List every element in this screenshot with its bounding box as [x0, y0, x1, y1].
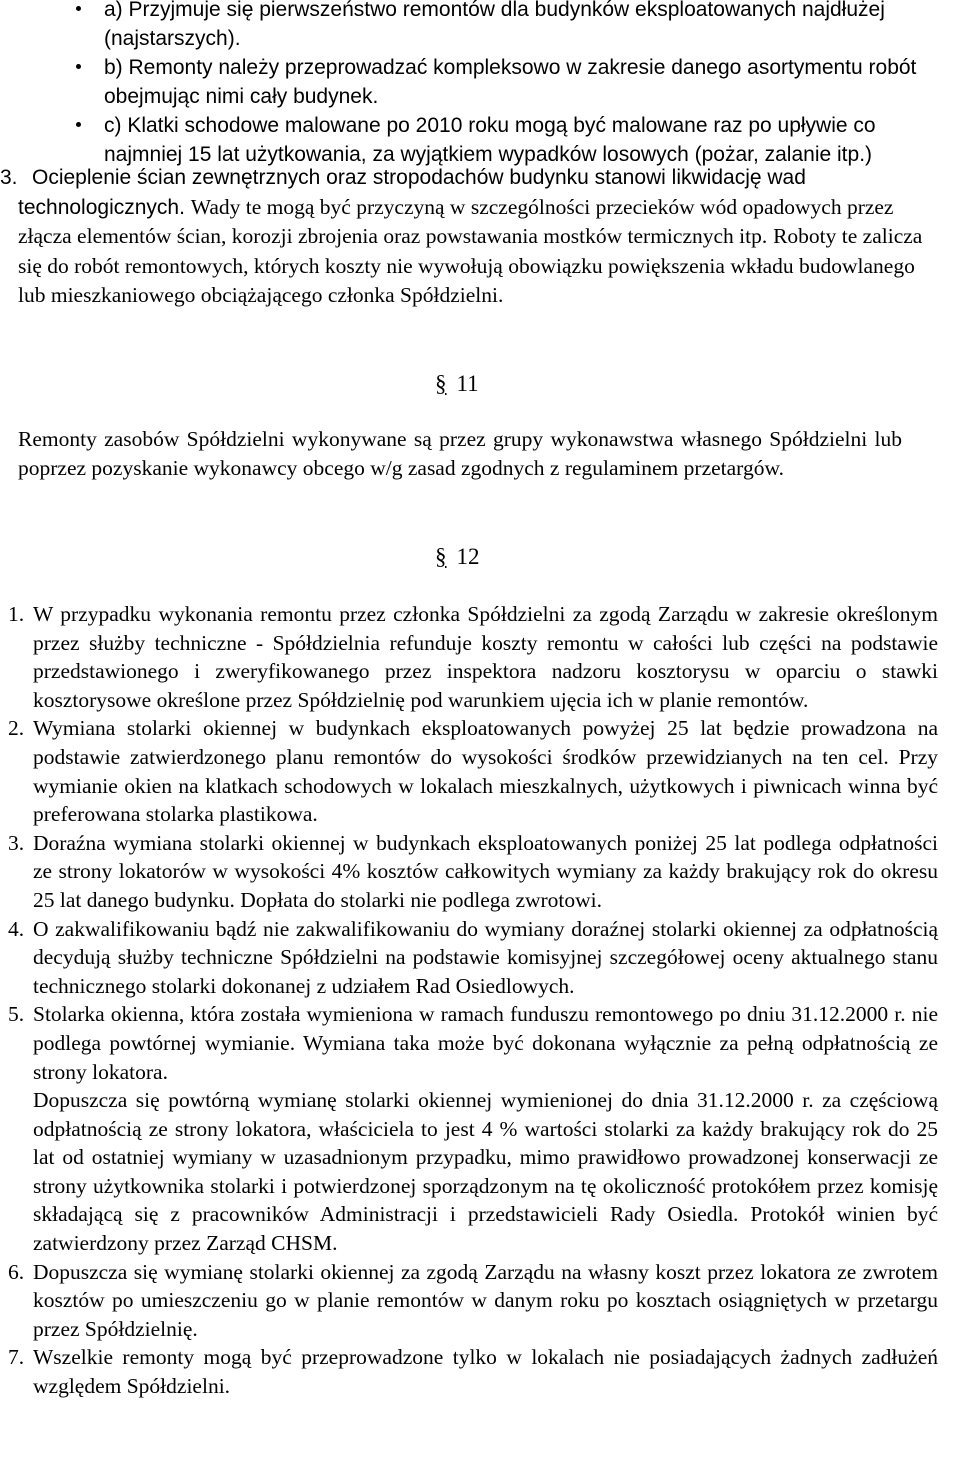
- section-symbol: §: [435, 544, 447, 569]
- section-11-paragraph: Remonty zasobów Spółdzielni wykonywane są przez grupy wykonawstwa własnego Spółdzielni lub poprzez pozyskanie wykonawcy obcego w/g zasad zgodnych z regulaminem przetargów.: [18, 427, 902, 480]
- list-item-number: 1.: [8, 602, 25, 626]
- section-heading-11: [435, 370, 479, 398]
- list-item-number: 6.: [8, 1259, 25, 1284]
- bullet-text: b) Remonty należy przeprowadzać kompleksowo w zakresie danego asortymentu robót obejmując nimi cały budynek.: [104, 56, 917, 108]
- list-item-number: 5.: [8, 1002, 25, 1027]
- section-number: 12: [456, 544, 480, 569]
- list-item-1: [0, 600, 960, 714]
- list-item-text: W przypadku wykonania remontu przez członka Spółdzielni za zgodą Zarządu w zakresie określonym przez służby techniczne - Spółdzielnia refunduje koszty remontu w całości lub części na podstawie przedstawionego i zweryfikowanego przez inspektora nadzoru kosztorysu w oparciu o stawki kosztorysowe określone przez Spółdzielnię pod warunkiem ujęcia ich w planie remontów.: [33, 602, 938, 712]
- list-item-text: Doraźna wymiana stolarki okiennej w budynkach eksploatowanych poniżej 25 lat podlega odpłatności ze strony lokatorów w wysokości 4% kosztów całkowitych wymiany za każdy brakujący rok do okresu 25 lat danego budynku. Dopłata do stolarki nie podlega zwrotowi.: [33, 830, 938, 912]
- list-item-text: O zakwalifikowaniu bądź nie zakwalifikowaniu do wymiany doraźnej stolarki okiennej za odpłatnością decydują służby techniczne Spółdzielni na podstawie komisyjnej szczegółowej oceny aktualnego stanu technicznego stolarki dokonanej z udziałem Rad Osiedlowych.: [33, 916, 938, 998]
- item-3-paragraph: [0, 164, 940, 311]
- section-heading-12: [435, 543, 480, 571]
- item-3-rest2: Roboty te zalicza się do robót remontowych, których koszty nie wywołują obowiązku powiększenia wkładu budowlanego lub mieszkaniowego obciążającego członka Spółdzielni.: [18, 224, 923, 307]
- list-item-text-continued: Dopuszcza się powtórną wymianę stolarki okiennej wymienionej do dnia 31.12.2000 r. za częściową odpłatnością ze strony lokatora, właściciela to jest 4 % wartości stolarki za każdy brakujący rok do 25 lat od ostatniej wymiany w uzasadnionym przypadku, mimo prawidłowo prowadzonej konserwacji ze strony użytkownika stolarki i potwierdzonej sporządzonym na tę okoliczność protokółem przez komisję składającą się z pracowników Administracji i przedstawicieli Rady Osiedla. Protokół winien być zatwierdzony przez Zarząd CHSM.: [33, 1088, 938, 1256]
- bullet-item-a: [0, 0, 960, 53]
- item-3-number: 3.: [0, 166, 18, 189]
- bullet-item-b: [0, 53, 960, 111]
- bullet-dot-icon: [76, 6, 81, 11]
- bullet-text: a) Przyjmuje się pierwszeństwo remontów dla budynków eksploatowanych najdłużej (najstarszych).: [104, 0, 885, 50]
- list-item-6: [0, 1258, 960, 1344]
- list-item-number: 2.: [8, 716, 25, 741]
- list-item-text: Stolarka okienna, która została wymieniona w ramach funduszu remontowego po dniu 31.12.2000 r. nie podlega powtórnej wymianie. Wymiana taka może być dokonana wyłącznie za pełną odpłatnością ze strony lokatora.: [33, 1002, 938, 1084]
- list-item-4: [0, 915, 960, 1001]
- list-item-number: 4.: [8, 916, 25, 941]
- item-3-rest: Wady te mogą być przyczyną w szczególności przecieków wód opadowych przez złącza elementów ścian, korozji zbrojenia oraz powstawania mostków termicznych itp.: [18, 194, 894, 248]
- bullet-item-c: [0, 111, 960, 169]
- list-item-text: Wszelkie remonty mogą być przeprowadzone tylko w lokalach nie posiadających żadnych zadłużeń względem Spółdzielni.: [33, 1345, 938, 1399]
- list-item-text: Dopuszcza się wymianę stolarki okiennej za zgodą Zarządu na własny koszt przez lokatora ze zwrotem kosztów po umieszczeniu go w planie remontów w danym roku po kosztach osiągniętych w przetargu przez Spółdzielnię.: [33, 1259, 938, 1341]
- list-item-7: [0, 1343, 960, 1400]
- bullet-dot-icon: [76, 122, 81, 127]
- bullet-dot-icon: [76, 64, 81, 69]
- section-symbol: §: [435, 371, 447, 396]
- list-item-number: 3.: [8, 830, 25, 855]
- item-3-line2: technologicznych.: [18, 195, 185, 219]
- bullet-list: [0, 0, 960, 169]
- section-12-list: [0, 600, 960, 1401]
- list-item-text: Wymiana stolarki okiennej w budynkach eksploatowanych powyżej 25 lat będzie prowadzona na podstawie zatwierdzonego planu remontów do wysokości środków przewidzianych na ten cel. Przy wymianie okien na klatkach schodowych w lokalach mieszkalnych, użytkowych i piwnicach winna być preferowana stolarka plastikowa.: [33, 716, 938, 827]
- bullet-text: c) Klatki schodowe malowane po 2010 roku mogą być malowane raz po upływie co najmniej 15 lat użytkowania, za wyjątkiem wypadków losowych (pożar, zalanie itp.): [104, 114, 876, 166]
- list-item-5: [0, 1000, 960, 1257]
- list-item-number: 7.: [8, 1345, 25, 1370]
- section-number: 11: [456, 371, 479, 396]
- item-3-line1: Ocieplenie ścian zewnętrznych oraz stropodachów budynku stanowi likwidację wad: [32, 166, 806, 189]
- list-item-2: [0, 714, 960, 828]
- list-item-3: [0, 829, 960, 915]
